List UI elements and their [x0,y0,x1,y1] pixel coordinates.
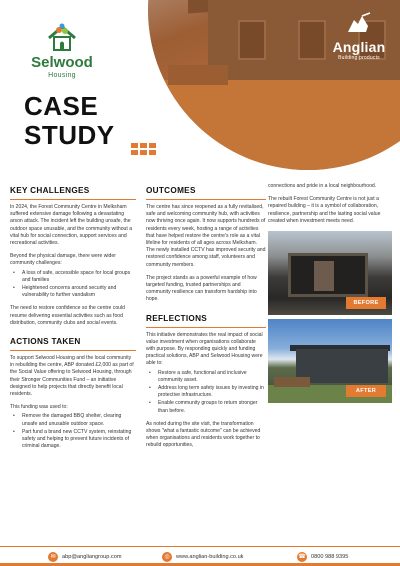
decorative-dots-icon [131,143,161,157]
anglian-logo [326,12,392,61]
key-challenges-p1: In 2024, the Forest Community Centre in Melksham suffered extensive damage following a devastating arson attack. The incident left the building unsafe, the outdoor space unusable, and the community without a vital hub for social connection, support services and recreational activities. [10,204,133,247]
list-item: • A loss of safe, accessible space for local groups and families [10,270,136,284]
outcomes-p2: The project stands as a powerful example of how targeted funding, trusted partnerships and community resilience can transform hardship into hope. [146,274,257,303]
footer-website-text[interactable]: www.anglian-building.co.uk [176,554,244,560]
after-photo [268,319,392,403]
before-label: BEFORE [346,297,386,309]
outcomes-heading: OUTCOMES [146,186,266,200]
web-icon: ◎ [162,552,172,562]
footer-phone-text[interactable]: 0800 988 9395 [311,554,349,560]
selwood-logo [24,22,100,79]
key-challenges-p3: The need to restore confidence so the centre could resume delivering essential activities such as food distribution, community clubs and social events. [10,305,125,326]
title-line-2: STUDY [24,120,115,150]
column-right [268,183,392,407]
footer-email-text[interactable]: abp@angliangroup.com [62,554,122,560]
key-challenges-heading: KEY CHALLENGES [10,186,136,200]
column3-p2: The rebuilt Forest Community Centre is not just a repaired building – it is a symbol of collaboration, resilience, partnership and the lasting social value created when investment meets need. [268,196,381,224]
actions-taken-list [10,413,136,450]
phone-icon: ☎ [298,553,306,560]
list-item: • Enable community groups to return stronger than before. [146,400,266,414]
column-middle [146,186,266,456]
column3-p1: connections and pride in a local neighbourhood. [268,183,377,189]
page-title [24,92,115,150]
list-item: • Heightened concerns around security and vulnerability to further vandalism [10,285,136,299]
after-label: AFTER [346,385,386,397]
list-item: • Remove the damaged BBQ shelter, clearing unsafe and unusable outdoor space. [10,413,136,427]
reflections-p1: This initiative demonstrates the real impact of social value investment when organisations collaborate with purpose. By responding quickly and funding practical solutions, ABP and Selwood Housing were able to: [146,331,263,367]
reflections-heading: REFLECTIONS [146,314,266,328]
anglian-knight-icon [344,12,374,34]
anglian-brand: Anglian [332,39,386,55]
list-item: • Restore a safe, functional and inclusive community asset. [146,370,266,384]
footer-email[interactable] [48,552,121,562]
email-icon: ✉ [48,552,58,562]
list-item: • Part fund a brand new CCTV system, reinstating safety and helping to prevent future incidents of criminal damage. [10,429,136,451]
key-challenges-list [10,270,136,300]
reflections-p2: As noted during the site visit, the transformation shows "what a fantastic outcome" can be achieved when organisations and residents work together to rebuild opportunities, [146,420,261,449]
before-photo [268,231,392,315]
house-logo-icon [45,22,79,52]
footer-website[interactable] [162,552,243,562]
actions-taken-p2: This funding was used to: [10,404,68,411]
key-challenges-p2: Beyond the physical damage, there were wider community challenges: [10,253,116,267]
selwood-brand: Selwood [31,54,93,71]
actions-taken-p1: To support Selwood Housing and the local community in rebuilding the centre, ABP donated £2,000 as part of the Social Value offering to Selwood Housing, through their Stronger Communities Fund – an initiative designed to help projects that directly benefit local residents. [10,355,134,398]
actions-taken-heading: ACTIONS TAKEN [10,337,136,351]
list-item: • Address long term safety issues by investing in protective infrastructure. [146,385,266,399]
selwood-sub: Housing [48,72,76,79]
footer-phone[interactable] [297,552,348,562]
title-line-1: CASE [24,91,99,121]
column-left [10,186,136,456]
anglian-sub: Building products [338,55,380,61]
reflections-list [146,370,266,415]
outcomes-p1: The centre has since reopened as a fully revitalised, safe and welcoming community hub, with activities now thriving once again. It now supports hundreds of residents every week, hosting a range of activities that have helped restore the centre's role as a vital lifeline for residents of all ages across Melksham. The newly installed CCTV has improved security and restored confidence among staff, volunteers and community members. [146,204,266,268]
